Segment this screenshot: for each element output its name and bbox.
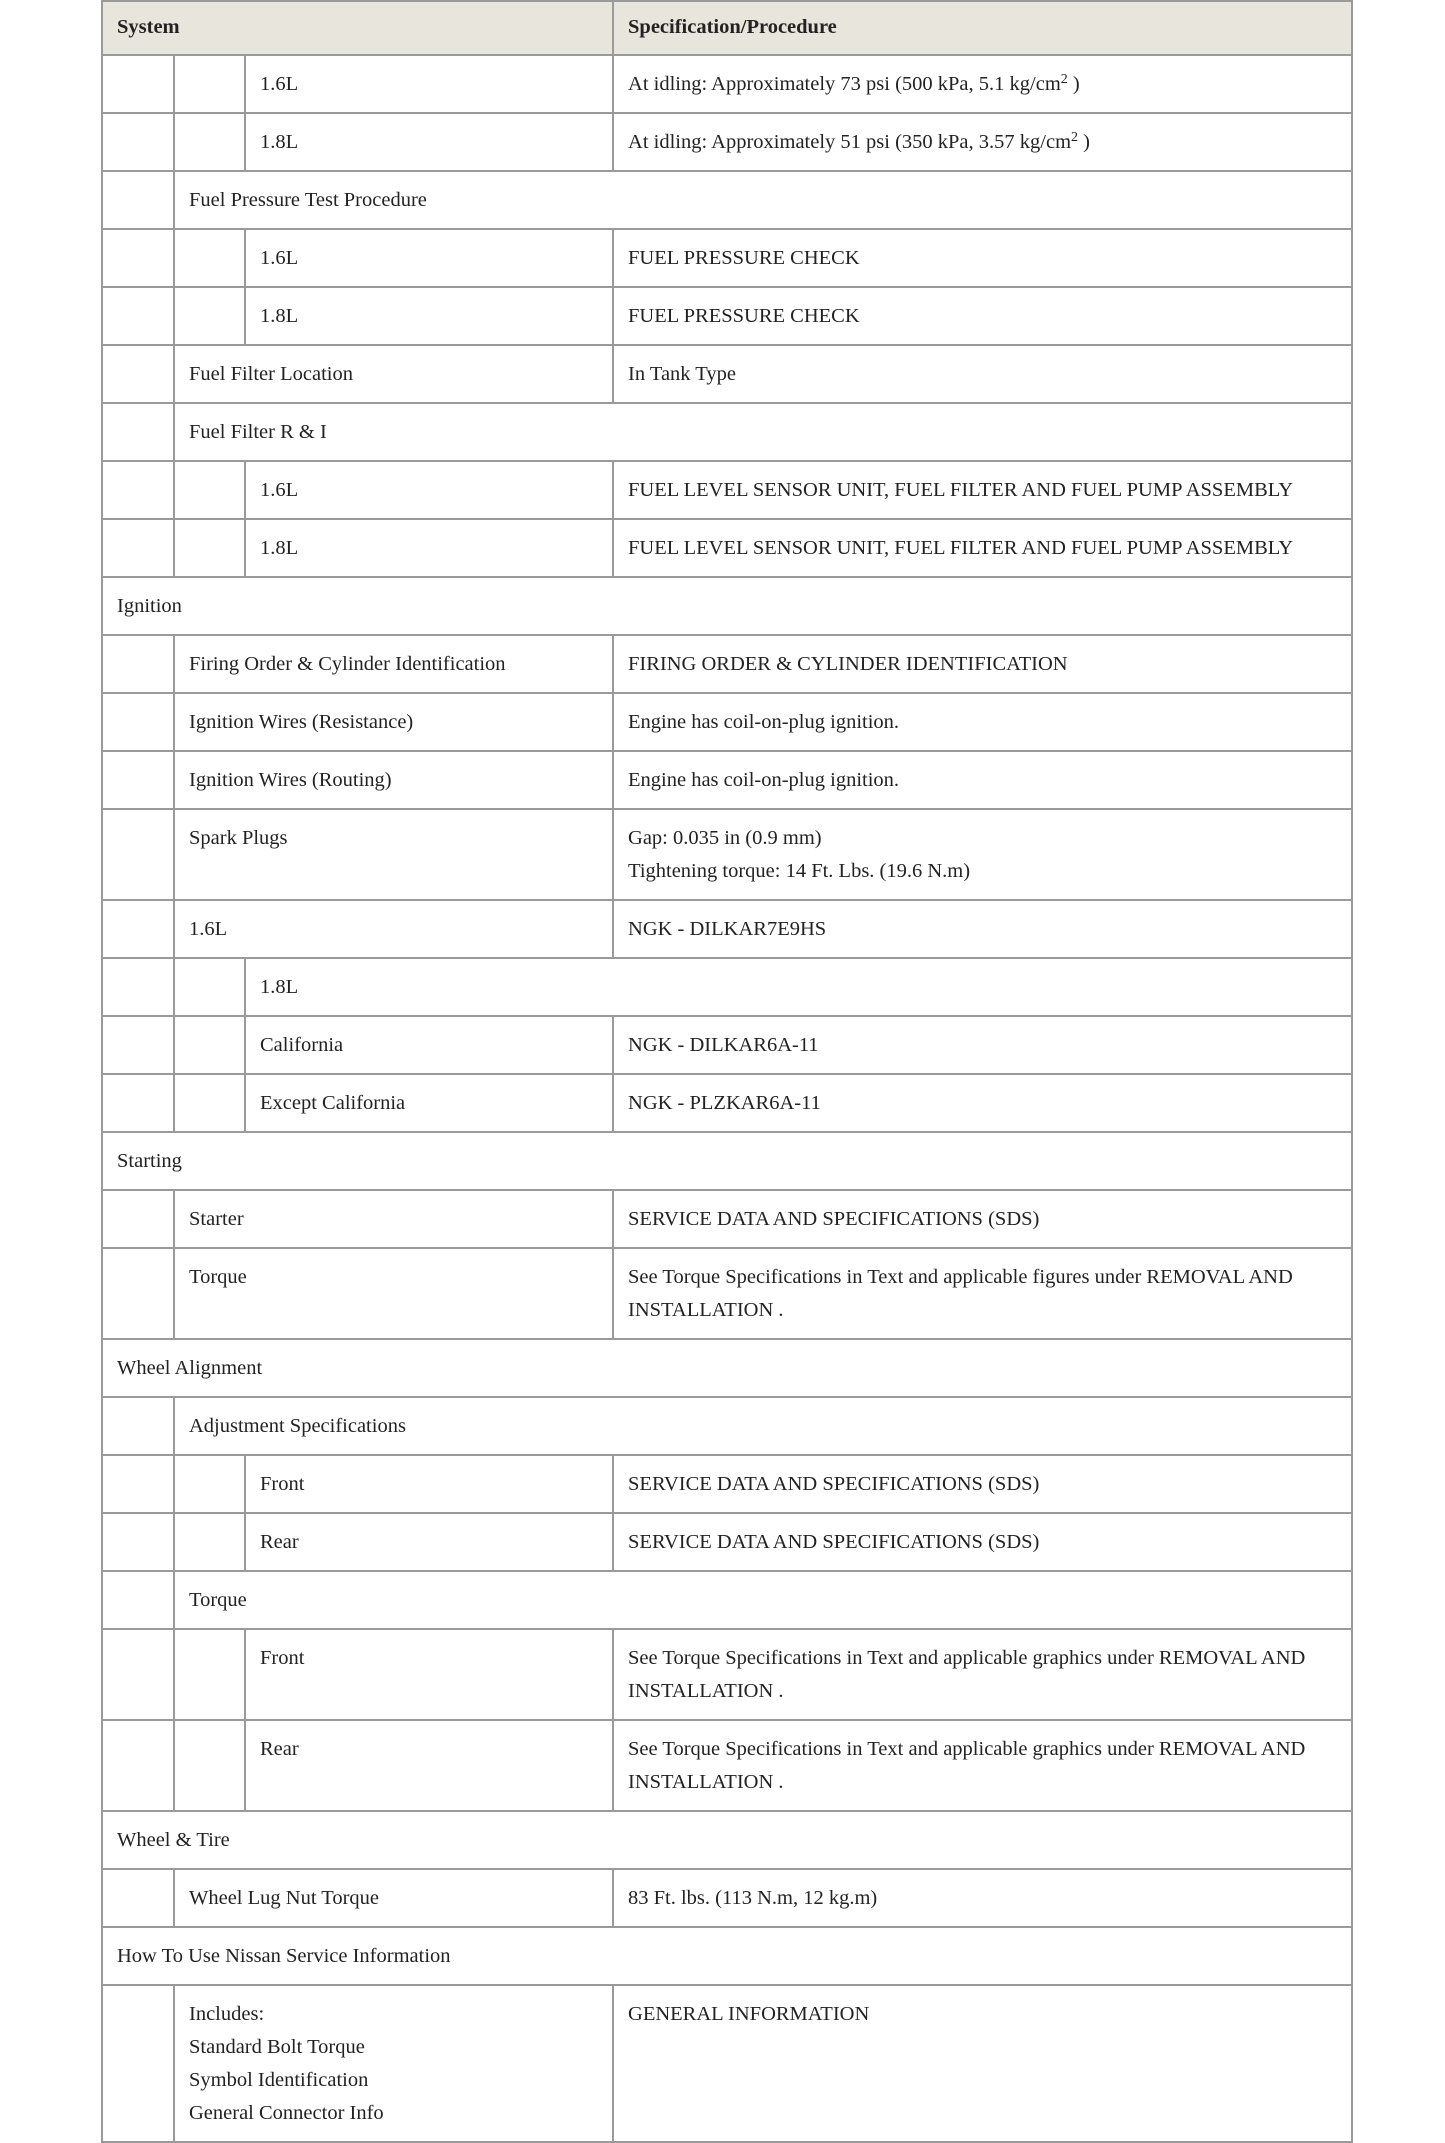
indent-cell [102, 1016, 174, 1074]
system-label: Starter [174, 1190, 613, 1248]
spec-value [613, 1869, 1352, 1927]
system-label: Fuel Filter R & I [174, 403, 1352, 461]
table-row [102, 1190, 1352, 1248]
table-row [102, 1571, 1352, 1629]
table-row [102, 1811, 1352, 1869]
indent-cell [174, 1074, 245, 1132]
value-text: SERVICE DATA AND SPECIFICATIONS (SDS) [628, 1208, 1040, 1230]
indent-cell [102, 1455, 174, 1513]
table-row [102, 1869, 1352, 1927]
table-row [102, 900, 1352, 958]
table-row [102, 1132, 1352, 1190]
indent-cell [102, 1074, 174, 1132]
system-label: 1.6L [245, 229, 613, 287]
value-text: FUEL PRESSURE CHECK [628, 247, 860, 269]
indent-cell [174, 287, 245, 345]
indent-cell [102, 1571, 174, 1629]
indent-cell [174, 1016, 245, 1074]
header-spec: Specification/Procedure [613, 1, 1352, 55]
indent-cell [174, 1455, 245, 1513]
table-row [102, 229, 1352, 287]
indent-cell [102, 229, 174, 287]
spec-value [613, 751, 1352, 809]
system-label: 1.8L [245, 113, 613, 171]
system-label: 1.6L [245, 461, 613, 519]
table-row [102, 577, 1352, 635]
indent-cell [102, 1869, 174, 1927]
value-text: See Torque Specifications in Text and applicable figures under REMOVAL AND INSTALLATION . [628, 1266, 1293, 1321]
value-line: Gap: 0.035 in (0.9 mm) [628, 827, 822, 849]
system-label: Rear [245, 1513, 613, 1571]
table-row [102, 693, 1352, 751]
unit-superscript: 2 [1071, 130, 1079, 145]
value-tail: ) [1067, 73, 1080, 95]
system-label [174, 1985, 613, 2142]
table-row [102, 519, 1352, 577]
table-row [102, 1720, 1352, 1811]
system-label: 1.8L [245, 287, 613, 345]
value-text: Engine has coil-on-plug ignition. [628, 769, 900, 791]
system-label: Wheel Alignment [102, 1339, 1352, 1397]
system-label: 1.6L [245, 55, 613, 113]
table-row [102, 751, 1352, 809]
system-label: Spark Plugs [174, 809, 613, 900]
table-row [102, 635, 1352, 693]
spec-value [613, 635, 1352, 693]
table-row [102, 1248, 1352, 1339]
indent-cell [102, 461, 174, 519]
table-row [102, 1629, 1352, 1720]
indent-cell [102, 958, 174, 1016]
table-row [102, 1074, 1352, 1132]
indent-cell [102, 1397, 174, 1455]
value-text: SERVICE DATA AND SPECIFICATIONS (SDS) [628, 1531, 1040, 1553]
spec-value [613, 1513, 1352, 1571]
spec-value [613, 113, 1352, 171]
value-text: FUEL LEVEL SENSOR UNIT, FUEL FILTER AND FUEL PUMP ASSEMBLY [628, 479, 1294, 501]
system-label: California [245, 1016, 613, 1074]
table-header-row [102, 1, 1352, 55]
indent-cell [174, 958, 245, 1016]
system-label: Fuel Filter Location [174, 345, 613, 403]
spec-value [613, 1190, 1352, 1248]
table-body [102, 55, 1352, 2142]
indent-cell [174, 229, 245, 287]
indent-cell [102, 403, 174, 461]
spec-value [613, 287, 1352, 345]
spec-value [613, 809, 1352, 900]
system-label: Torque [174, 1248, 613, 1339]
indent-cell [102, 751, 174, 809]
system-label: Rear [245, 1720, 613, 1811]
spec-table [101, 0, 1353, 2143]
table-row [102, 55, 1352, 113]
indent-cell [102, 1248, 174, 1339]
table-row [102, 1985, 1352, 2142]
system-label: Torque [174, 1571, 1352, 1629]
spec-value [613, 1455, 1352, 1513]
table-row [102, 287, 1352, 345]
value-text: At idling: Approximately 51 psi (350 kPa, 3.57 kg/cm [628, 131, 1072, 153]
indent-cell [174, 113, 245, 171]
system-label: Wheel & Tire [102, 1811, 1352, 1869]
indent-cell [102, 345, 174, 403]
value-text: SERVICE DATA AND SPECIFICATIONS (SDS) [628, 1473, 1040, 1495]
table-row [102, 403, 1352, 461]
table-row [102, 1513, 1352, 1571]
table-row [102, 1339, 1352, 1397]
spec-value [613, 1629, 1352, 1720]
value-text: NGK - DILKAR7E9HS [628, 918, 827, 940]
indent-cell [102, 171, 174, 229]
indent-cell [174, 55, 245, 113]
indent-cell [102, 900, 174, 958]
table-row [102, 113, 1352, 171]
system-label: Front [245, 1455, 613, 1513]
table-row [102, 1455, 1352, 1513]
system-label: How To Use Nissan Service Information [102, 1927, 1352, 1985]
indent-cell [174, 1720, 245, 1811]
label-line: General Connector Info [189, 2102, 384, 2124]
spec-value [613, 900, 1352, 958]
system-label: Ignition Wires (Resistance) [174, 693, 613, 751]
spec-value [613, 229, 1352, 287]
indent-cell [102, 1190, 174, 1248]
value-text: At idling: Approximately 73 psi (500 kPa, 5.1 kg/cm [628, 73, 1061, 95]
table-row [102, 1397, 1352, 1455]
system-label: Firing Order & Cylinder Identification [174, 635, 613, 693]
system-label: Wheel Lug Nut Torque [174, 1869, 613, 1927]
indent-cell [102, 1985, 174, 2142]
indent-cell [102, 55, 174, 113]
system-label: 1.8L [245, 519, 613, 577]
indent-cell [102, 1720, 174, 1811]
spec-value [613, 519, 1352, 577]
label-line: Includes: [189, 2003, 265, 2025]
value-text: FUEL LEVEL SENSOR UNIT, FUEL FILTER AND FUEL PUMP ASSEMBLY [628, 537, 1294, 559]
system-label: Except California [245, 1074, 613, 1132]
spec-value [613, 1720, 1352, 1811]
table-row [102, 461, 1352, 519]
system-label: 1.6L [174, 900, 613, 958]
value-text: In Tank Type [628, 363, 736, 385]
value-text: NGK - DILKAR6A-11 [628, 1034, 819, 1056]
value-text: GENERAL INFORMATION [628, 2003, 870, 2025]
system-label: 1.8L [245, 958, 1352, 1016]
table-row [102, 958, 1352, 1016]
indent-cell [102, 809, 174, 900]
table-row [102, 171, 1352, 229]
value-text: See Torque Specifications in Text and applicable graphics under REMOVAL AND INSTALLATION . [628, 1738, 1306, 1793]
value-text: See Torque Specifications in Text and applicable graphics under REMOVAL AND INSTALLATION . [628, 1647, 1306, 1702]
indent-cell [174, 1513, 245, 1571]
system-label: Ignition [102, 577, 1352, 635]
indent-cell [102, 693, 174, 751]
table-row [102, 1927, 1352, 1985]
value-text: NGK - PLZKAR6A-11 [628, 1092, 821, 1114]
spec-value [613, 1016, 1352, 1074]
system-label: Front [245, 1629, 613, 1720]
indent-cell [174, 519, 245, 577]
value-text: FIRING ORDER & CYLINDER IDENTIFICATION [628, 653, 1068, 675]
spec-value [613, 693, 1352, 751]
indent-cell [102, 287, 174, 345]
indent-cell [102, 519, 174, 577]
spec-value [613, 55, 1352, 113]
unit-superscript: 2 [1060, 72, 1068, 87]
label-line: Standard Bolt Torque [189, 2036, 365, 2058]
indent-cell [102, 635, 174, 693]
indent-cell [102, 1513, 174, 1571]
indent-cell [174, 461, 245, 519]
value-tail: ) [1078, 131, 1090, 153]
system-label: Starting [102, 1132, 1352, 1190]
indent-cell [102, 1629, 174, 1720]
system-label: Adjustment Specifications [174, 1397, 1352, 1455]
indent-cell [174, 1629, 245, 1720]
system-label: Ignition Wires (Routing) [174, 751, 613, 809]
table-row [102, 345, 1352, 403]
table-row [102, 1016, 1352, 1074]
header-system: System [102, 1, 613, 55]
spec-value [613, 1074, 1352, 1132]
table-row [102, 809, 1352, 900]
label-line: Symbol Identification [189, 2069, 369, 2091]
value-line: Tightening torque: 14 Ft. Lbs. (19.6 N.m) [628, 860, 971, 882]
spec-value [613, 1985, 1352, 2142]
indent-cell [102, 113, 174, 171]
value-text: 83 Ft. lbs. (113 N.m, 12 kg.m) [628, 1887, 878, 1909]
spec-value [613, 1248, 1352, 1339]
spec-value [613, 345, 1352, 403]
value-text: FUEL PRESSURE CHECK [628, 305, 860, 327]
spec-value [613, 461, 1352, 519]
system-label: Fuel Pressure Test Procedure [174, 171, 1352, 229]
value-text: Engine has coil-on-plug ignition. [628, 711, 900, 733]
